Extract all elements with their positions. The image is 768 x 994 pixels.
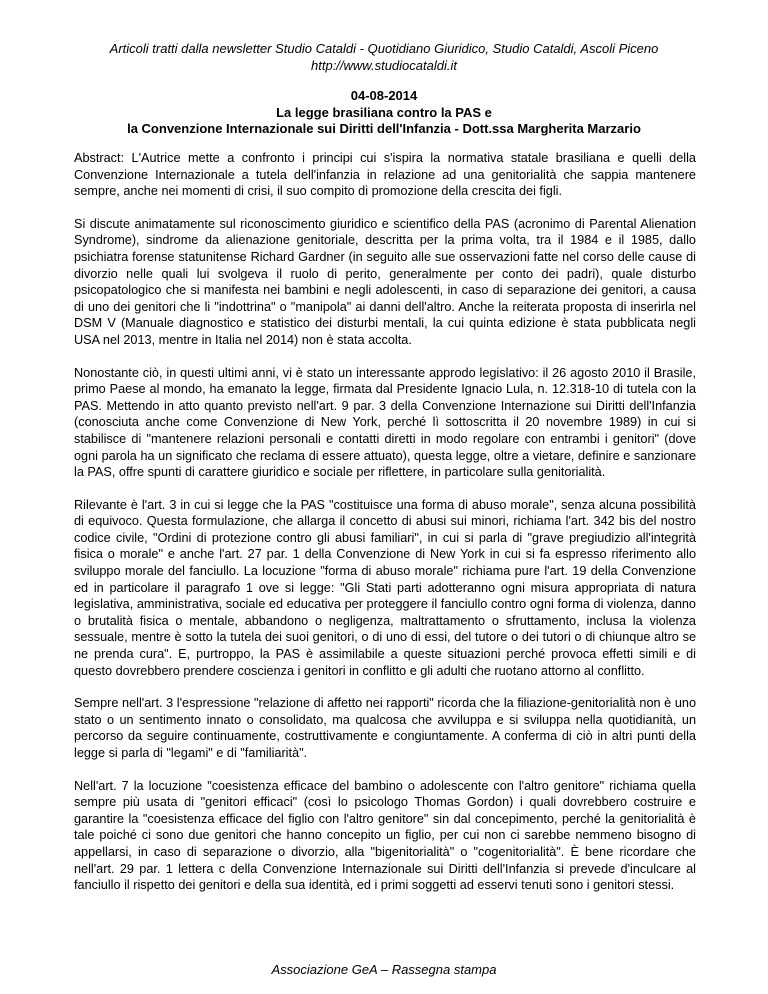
article-date: 04-08-2014: [350, 88, 418, 103]
article-title-line-1: La legge brasiliana contro la PAS e: [276, 104, 492, 120]
paragraph: Sempre nell'art. 3 l'espressione "relazione di affetto nei rapporti" ricorda che la filiazione-genitorialità non è uno stato o un sentimento innato o consolidato, ma qualcosa che avviluppa e si sviluppa nella quotidianità, un percorso da seguire continuamente, costruttivamente e congiuntamente. A conferma di ciò in altri punti della legge si parla di "legami" e di "familiarità".: [74, 696, 696, 760]
article-title-line-2: la Convenzione Internazionale sui Diritti dell'Infanzia - Dott.ssa Margherita Marzario: [127, 121, 641, 136]
paragraph: Nell'art. 7 la locuzione "coesistenza efficace del bambino o adolescente con l'altro genitore" richiama quella sempre più usata di "genitori efficaci" (così lo psicologo Thomas Gordon) i quali dovrebbero costruire e garantire la "coesistenza efficace del figlio con l'altro genitore" sin dal concepimento, perché la genitorialità è tale poiché ci sono due genitori che hanno concepito un figlio, per cui non ci sarebbe nemmeno bisogno di appellarsi, in caso di separazione o divorzio, alla "bigenitorialità" o "cogenitorialità". È bene ricordare che nell'art. 29 par. 1 lettera c della Convenzione Internazionale sui Diritti dell'Infanzia si prevede d'inculcare al fanciullo il rispetto dei genitori e della sua identità, ed i primi soggetti ad esservi tenuti sono i genitori stessi.: [74, 778, 696, 893]
header-source-line: Articoli tratti dalla newsletter Studio Cataldi - Quotidiano Giuridico, Studio Cataldi, Ascoli Piceno: [109, 41, 659, 56]
page-footer: Associazione GeA – Rassegna stampa: [271, 962, 497, 977]
page-header: [60, 40, 708, 74]
paragraph: Rilevante è l'art. 3 in cui si legge che la PAS "costituisce una forma di abuso morale", senza alcuna possibilità di equivoco. Questa formulazione, che allarga il concetto di abusi sui minori, richiama l'art. 342 bis del nostro codice civile, "Ordini di protezione contro gli abusi familiari", in cui si parla di "grave pregiudizio all'integrità fisica o morale" e anche l'art. 27 par. 1 della Convenzione di New York in cui si fa espresso riferimento allo sviluppo morale del fanciullo. La locuzione "forma di abuso morale" richiama pure l'art. 19 della Convenzione ed in particolare il paragrafo 1 ove si legge: "Gli Stati parti adotteranno ogni misura appropriata di natura legislativa, amministrativa, sociale ed educativa per proteggere il fanciullo contro ogni forma di violenza, danno o brutalità fisica o mentale, abbandono o negligenza, maltrattamento o sfruttamento, inclusa la violenza sessuale, mentre è sotto la tutela dei suoi genitori, o di uno di essi, del tutore o dei tutori o di chiunque altro se ne prenda cura". E, purtroppo, la PAS è assimilabile a queste situazioni perché provoca effetti simili e di questo dovrebbero prendere coscienza i genitori in conflitto e gli adulti che ruotano attorno al conflitto.: [74, 497, 696, 678]
paragraph: Nonostante ciò, in questi ultimi anni, vi è stato un interessante approdo legislativo: il 26 agosto 2010 il Brasile, primo Paese al mondo, ha emanato la legge, firmata dal Presidente Ignacio Lula, n. 12.318-10 di tutela con la PAS. Mettendo in atto quanto previsto nell'art. 9 par. 3 della Convenzione Internazione sui Diritti dell'Infanzia (conosciuta anche come Convenzione di New York, perché lì sottoscritta il 20 novembre 1989) in cui si stabilisce di "mantenere relazioni personali e contatti diretti in modo regolare con entrambi i genitori" (dove ogni parola ha un significato che reclama di essere attuato), questa legge, oltre a vietare, definire e sanzionare la PAS, offre spunti di carattere giuridico e sociale per riflettere, in particolare sulla genitorialità.: [74, 365, 696, 480]
paragraph-abstract: Abstract: L'Autrice mette a confronto i principi cui s'ispira la normativa statale brasiliana e quelli della Convenzione Internazionale a tutela dell'infanzia in relazione ad una genitorialità che sappia mantenere sempre, anche nei momenti di crisi, il suo compito di promozione della crescita dei figli.: [74, 151, 696, 199]
article-body: [74, 150, 696, 910]
header-url-line: http://www.studiocataldi.it: [311, 58, 457, 73]
paragraph: Si discute animatamente sul riconoscimento giuridico e scientifico della PAS (acronimo di Parental Alienation Syndrome), sindrome da alienazione genitoriale, descritta per la prima volta, tra il 1984 e il 1985, dallo psichiatra forense statunitense Richard Gardner (in seguito alle sue osservazioni fatte nel corso delle cause di divorzio nelle quali lui svolgeva il ruolo di perito, generalmente per conto dei padri), quale disturbo psicopatologico che si manifesta nei bambini e negli adolescenti, in caso di separazione dei genitori, a causa di uno dei genitori che li "indottrina" o "manipola" ai danni dell'altro. Anche la reiterata proposta di inserirla nel DSM V (Manuale diagnostico e statistico dei disturbi mentali, la cui quinta edizione è stata pubblicata negli USA nel 2013, mentre in Italia nel 2014) non è stata accolta.: [74, 216, 696, 347]
article-heading: [60, 88, 708, 138]
